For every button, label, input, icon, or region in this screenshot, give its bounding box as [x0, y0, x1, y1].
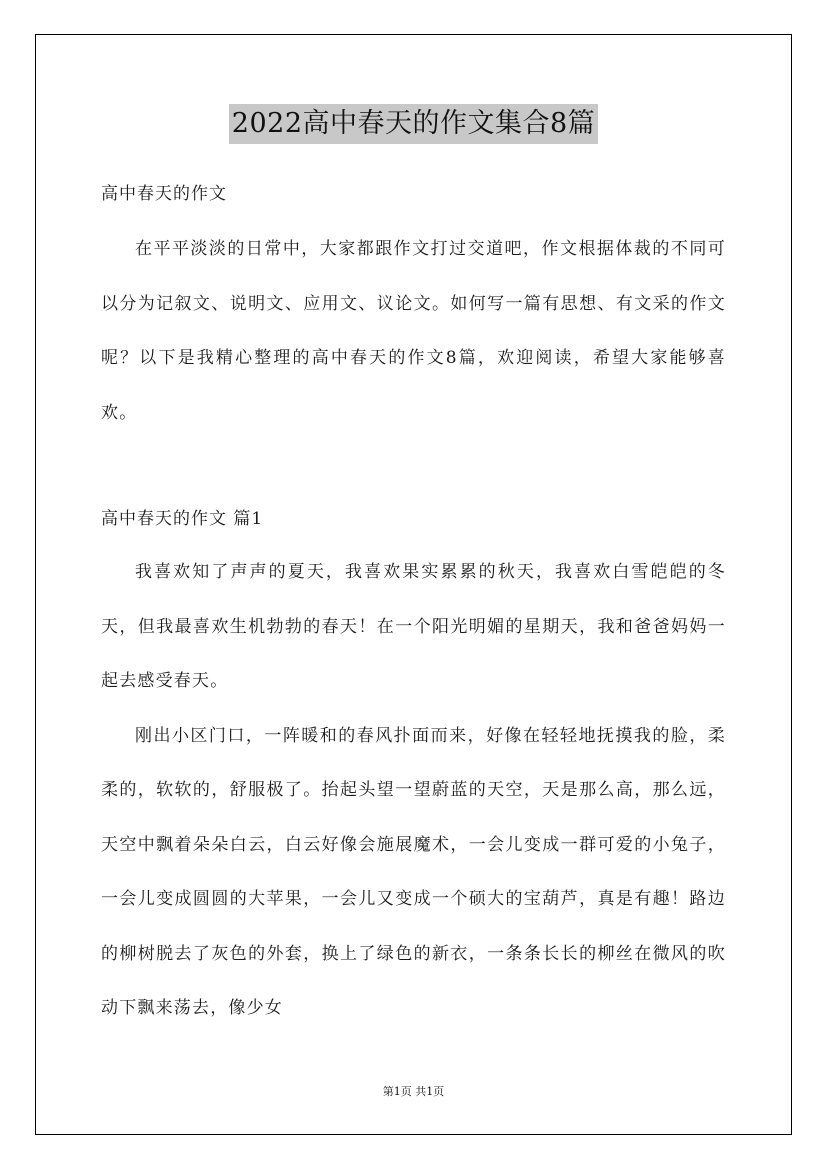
page-number-label: 第1页 共1页 — [382, 1085, 445, 1098]
section-heading: 高中春天的作文 — [101, 184, 227, 204]
essay1-section — [101, 505, 726, 533]
essay1-body — [101, 545, 726, 1036]
intro-body — [101, 222, 726, 440]
title-wrap — [0, 104, 827, 144]
intro-section — [101, 180, 726, 208]
essay1-heading: 高中春天的作文 篇1 — [101, 509, 264, 529]
essay1-paragraph-2: 刚出小区门口，一阵暖和的春风扑面而来，好像在轻轻地抚摸我的脸，柔柔的，软软的，舒服极了。抬起头望一望蔚蓝的天空，天是那么高，那么远，天空中飘着朵朵白云，白云好像会施展魔术，一会儿变成一群可爱的小兔子，一会儿变成圆圆的大苹果，一会儿又变成一个硕大的宝葫芦，真是有趣！路边的柳树脱去了灰色的外套，换上了绿色的新衣，一条条长长的柳丝在微风的吹动下飘来荡去，像少女 — [101, 725, 726, 1018]
essay1-paragraph-1: 我喜欢知了声声的夏天，我喜欢果实累累的秋天，我喜欢白雪皑皑的冬天，但我最喜欢生机勃勃的春天！在一个阳光明媚的星期天，我和爸爸妈妈一起去感受春天。 — [101, 562, 726, 691]
page-footer — [0, 1083, 827, 1099]
document-title: 2022高中春天的作文集合8篇 — [229, 104, 598, 144]
intro-paragraph: 在平平淡淡的日常中，大家都跟作文打过交道吧，作文根据体裁的不同可以分为记叙文、说明文、应用文、议论文。如何写一篇有思想、有文采的作文呢？以下是我精心整理的高中春天的作文8篇，欢迎阅读，希望大家能够喜欢。 — [101, 239, 726, 423]
